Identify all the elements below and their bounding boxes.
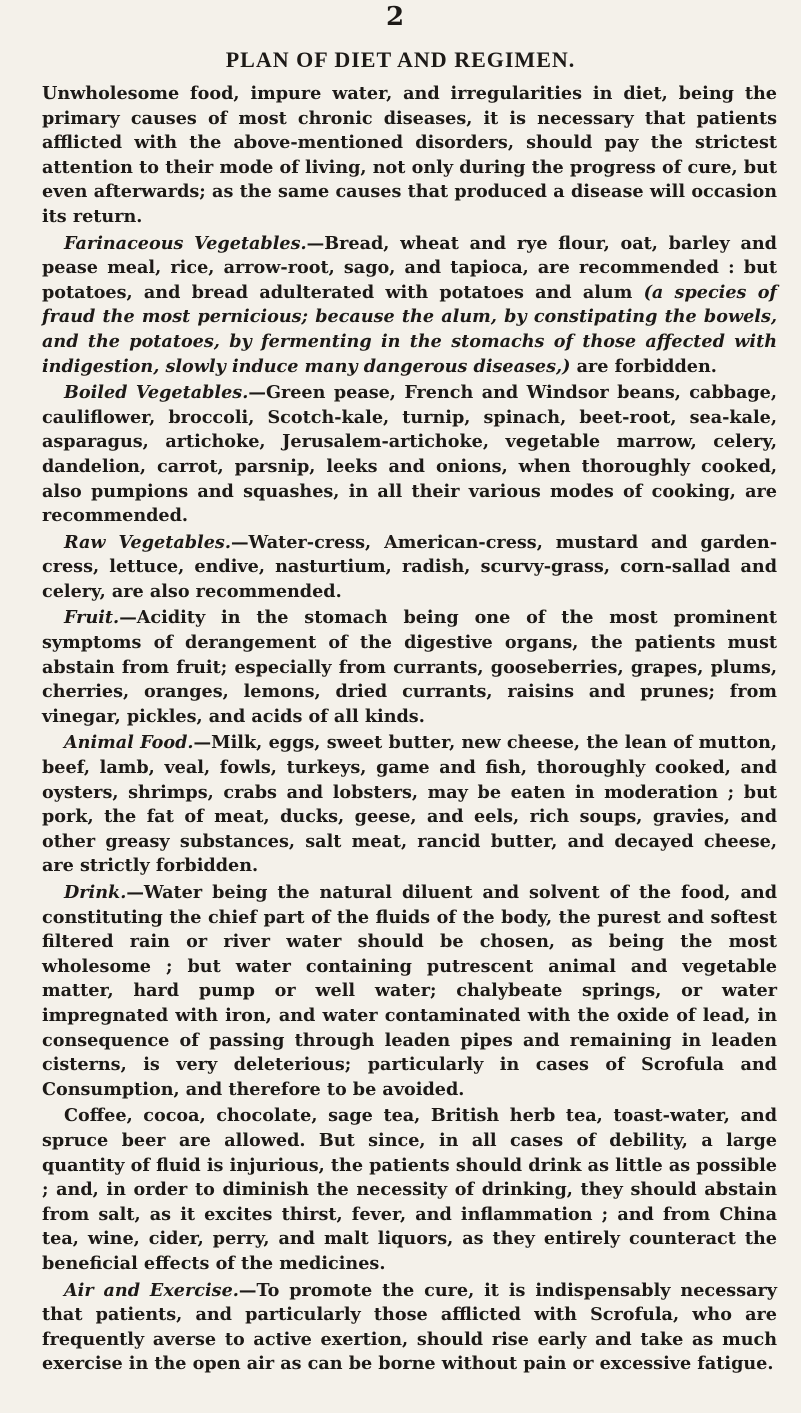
paragraph-coffee bbox=[42, 1104, 777, 1276]
fruit-text: —Acidity in the stomach being one of the most prominent symptoms of derangement of the digestive organs, the patients must abstain from fruit; especially from currants, gooseberries, grapes, plums, cherries, oranges, lemons, dried currants, raisins and prunes; from vinegar, pickles, and acids of all kinds. bbox=[42, 607, 777, 727]
farinaceous-text-1: —Bread, wheat and rye flour, oat, barley and pease meal, rice, arrow-root, sago, and tapioca, are recommended : but potatoes, and bread adulterated with potatoes and alum bbox=[42, 232, 777, 303]
animal-food-text: —Milk, eggs, sweet butter, new cheese, the lean of mutton, beef, lamb, veal, fowls, turkeys, game and fish, thoroughly cooked, and oysters, shrimps, crabs and lobsters, may be eaten in moderation ; but pork, the fat of meat, ducks, geese, and eels, rich soups, gravies, and other greasy substances, salt meat, rancid butter, and decayed cheese, are strictly forbidden. bbox=[42, 732, 777, 877]
heading-boiled-vegetables: Boiled Vegetables. bbox=[64, 382, 249, 404]
heading-animal-food: Animal Food. bbox=[64, 732, 194, 754]
raw-vegetables-text: —Water-cress, American-cress, mustard and garden-cress, lettuce, endive, nasturtium, radish, scurvy-grass, corn-sallad and celery, are also recommended. bbox=[42, 531, 778, 602]
paragraph-boiled-vegetables bbox=[42, 381, 777, 529]
farinaceous-italic-note: (a species of fraud the most pernicious; because the alum, by constipating the bowels, and the potatoes, by fermenting in the stomachs of those affected with indigestion, slowly induce many dangerous diseases,) bbox=[42, 281, 777, 377]
boiled-vegetables-text: —Green pease, French and Windsor beans, cabbage, cauliflower, broccoli, Scotch-kale, turnip, spinach, beet-root, sea-kale, asparagus, artichoke, Jerusalem-artichoke, vegetable marrow, celery, dandelion, carrot, parsnip, leeks and onions, when thoroughly cooked, also pumpions and squashes, in all their various modes of cooking, are recommended. bbox=[42, 382, 777, 527]
paragraph-drink bbox=[42, 881, 777, 1102]
paragraph-intro bbox=[42, 82, 777, 230]
heading-farinaceous: Farinaceous Vegetables. bbox=[64, 232, 307, 254]
body-text bbox=[42, 82, 777, 1379]
coffee-text: Coffee, cocoa, chocolate, sage tea, British herb tea, toast-water, and spruce beer are allowed. But since, in all cases of debility, a large quantity of fluid is injurious, the patients should drink as little as possible ; and, in order to diminish the necessity of drinking, they should abstain from salt, as it excites thirst, fever, and inflammation ; and from China tea, wine, cider, perry, and malt liquors, as they entirely counteract the beneficial effects of the medicines. bbox=[42, 1105, 777, 1274]
heading-drink: Drink. bbox=[64, 882, 127, 903]
heading-fruit: Fruit. bbox=[64, 607, 120, 629]
paragraph-farinaceous bbox=[42, 232, 777, 380]
page-title: PLAN OF DIET AND REGIMEN. bbox=[225, 47, 576, 72]
heading-air-exercise: Air and Exercise. bbox=[64, 1279, 239, 1301]
drink-text: —Water being the natural diluent and solvent of the food, and constituting the chief part of the fluids of the body, the purest and softest filtered rain or river water should be chosen, as being the most wholesome ; but water containing putrescent animal and vegetable matter, hard pump or well water; chalybeate springs, or water impregnated with iron, and water contaminated with the oxide of lead, in consequence of passing through leaden pipes and remaining in leaden cisterns, is very deleterious; particularly in cases of Scrofula and Consumption, and therefore to be avoided. bbox=[42, 882, 777, 1100]
air-exercise-text: —To promote the cure, it is indispensably necessary that patients, and particularly those afflicted with Scrofula, who are frequently averse to active exertion, should rise early and take as much exercise in the open air as can be borne without pain or excessive fatigue. bbox=[42, 1279, 777, 1375]
paragraph-fruit bbox=[42, 606, 777, 729]
farinaceous-text-2: are forbidden. bbox=[570, 355, 717, 377]
intro-text: Unwholesome food, impure water, and irregularities in diet, being the primary causes of most chronic diseases, it is necessary that patients afflicted with the above-mentioned disorders, should pay the strictest attention to their mode of living, not only during the progress of cure, but even afterwards; as the same causes that produced a disease will occasion its return. bbox=[42, 83, 777, 227]
paragraph-air-exercise bbox=[42, 1279, 777, 1377]
paragraph-animal-food bbox=[42, 731, 777, 879]
paragraph-raw-vegetables bbox=[42, 531, 777, 605]
page-number: 2 bbox=[386, 2, 406, 32]
heading-raw-vegetables: Raw Vegetables. bbox=[64, 531, 231, 553]
